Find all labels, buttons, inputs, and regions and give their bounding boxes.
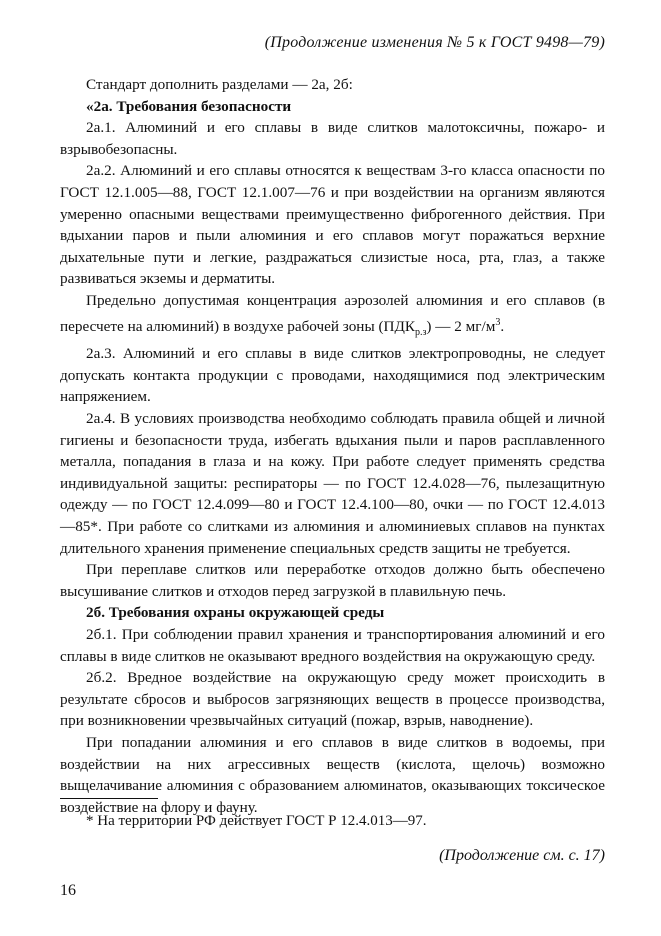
document-body — [60, 74, 605, 818]
pdk-subscript: р.з — [414, 326, 427, 338]
paragraph-2a1: 2а.1. Алюминий и его сплавы в виде слитков малотоксичны, пожаро- и взрывобезопасны. — [60, 119, 605, 158]
paragraph-2b2: 2б.2. Вредное воздействие на окружающую среду может происходить в результате сбросов и выбросов загрязняющих веществ в процессе производства, при возникновении чрезвычайных ситуаций (пожар, взрыв, наводнение). — [60, 669, 605, 730]
pdk-value: ) — 2 мг/м — [426, 317, 496, 335]
footnote: * На территории РФ действует ГОСТ Р 12.4.013—97. — [86, 813, 427, 829]
footnote-divider — [60, 798, 158, 799]
paragraph-pdk — [60, 290, 605, 343]
paragraph-water: При попадании алюминия и его сплавов в виде слитков в водоемы, при воздействии на них агрессивных веществ (кислота, щелочь) возможно выщелачивание алюминия с образованием алюминатов, оказывающих токсическое воздействие на флору и фауну. — [60, 733, 605, 816]
intro-paragraph: Стандарт дополнить разделами — 2а, 2б: — [86, 76, 353, 93]
pdk-text: Предельно допустимая концентрация аэрозолей алюминия и его сплавов (в пересчете на алюминий) в воздухе рабочей зоны (ПДК — [60, 291, 605, 335]
section-2b-heading: 2б. Требования охраны окружающей среды — [86, 604, 385, 622]
page-number: 16 — [60, 882, 76, 899]
paragraph-2b1: 2б.1. При соблюдении правил хранения и транспортирования алюминий и его сплавы в виде слитков не оказывают вредного воздействия на окружающую среду. — [60, 625, 605, 665]
section-2a-heading: «2а. Требования безопасности — [86, 97, 292, 115]
paragraph-2a3: 2а.3. Алюминий и его сплавы в виде слитков электропроводны, не следует допускать контакта продукции с проводами, находящимися под электрическим напряжением. — [60, 345, 605, 406]
page-header: (Продолжение изменения № 5 к ГОСТ 9498—79) — [264, 34, 605, 51]
pdk-end: . — [500, 317, 505, 335]
continuation-note: (Продолжение см. с. 17) — [439, 847, 605, 864]
paragraph-remelting: При переплаве слитков или переработке отходов должно быть обеспечено высушивание слитков и отходов перед загрузкой в плавильную печь. — [60, 561, 605, 600]
paragraph-2a4: 2а.4. В условиях производства необходимо соблюдать правила общей и личной гигиены и безопасности труда, избегать вдыхания пыли и паров расплавленного металла, попадания в глаза и на кожу. При работе следует применять средства индивидуальной защиты: респираторы — по ГОСТ 12.4.028—76, пылезащитную одежду — по ГОСТ 12.4.099—80 и ГОСТ 12.4.100—80, очки — по ГОСТ 12.4.013—85*. При работе со слитками из алюминия и алюминиевых сплавов на пунктах длительного хранения применение специальных средств защиты не требуется. — [60, 410, 605, 557]
pdk-superscript: 3 — [495, 316, 501, 328]
paragraph-2a2: 2а.2. Алюминий и его сплавы относятся к веществам 3-го класса опасности по ГОСТ 12.1.005—88, ГОСТ 12.1.007—76 и при воздействии на организм являются умеренно опасными веществами преимущественно фиброгенного действия. При вдыхании паров и пыли алюминия и его сплавов могут поражаться верхние дыхательные пути и легкие, раздражаться слизистые носа, рта, глаз, а также развиваться экземы и дерматиты. — [60, 162, 605, 288]
